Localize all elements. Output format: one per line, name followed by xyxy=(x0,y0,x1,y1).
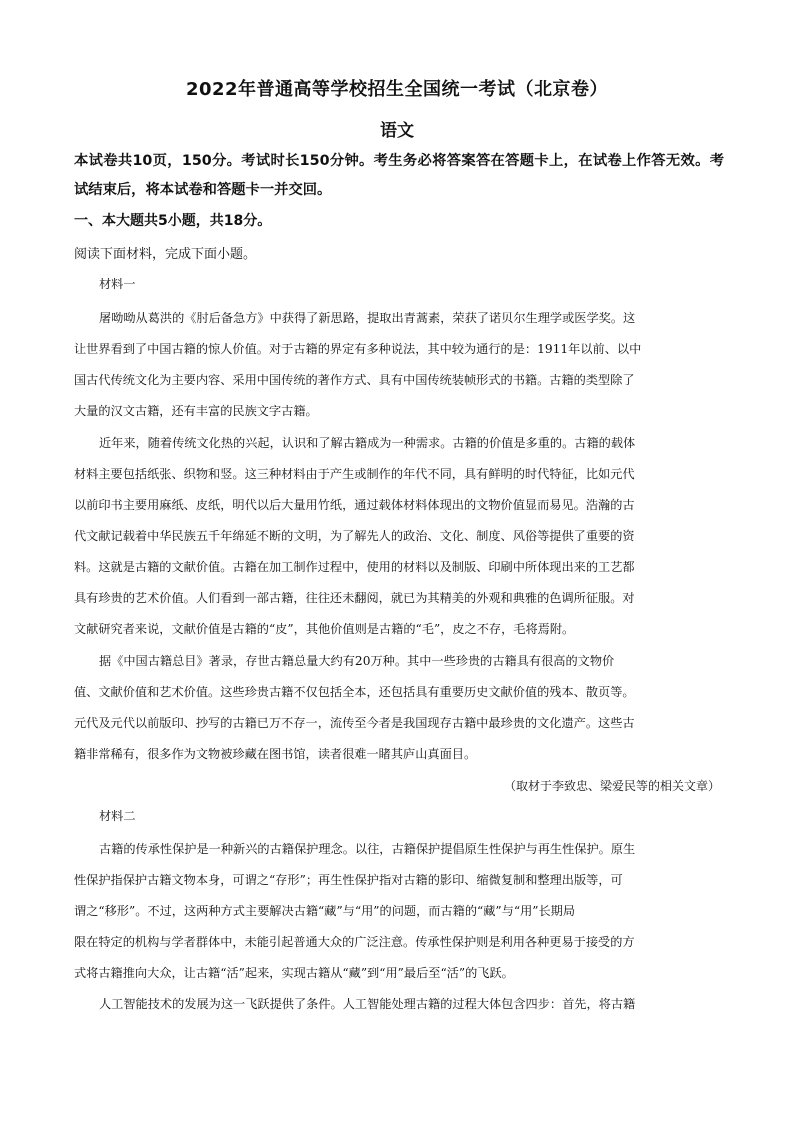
material1-line: 料。这就是古籍的文献价值。古籍在加工制作过程中，使用的材料以及制版、印刷中所体现出来的工艺都 xyxy=(74,560,635,574)
exam-title: 2022年普通高等学校招生全国统一考试（北京卷） xyxy=(185,79,609,100)
material2-heading: 材料二 xyxy=(99,809,136,823)
material1-line: 国古代传统文化为主要内容、采用中国传统的著作方式、具有中国传统装帧形式的书籍。古籍的类型除了 xyxy=(74,373,635,387)
material1-line: 屠呦呦从葛洪的《肘后备急方》中获得了新思路，提取出青蒿素，荣获了诺贝尔生理学或医学奖。这 xyxy=(99,311,636,325)
material2-line: 古籍的传承性保护是一种新兴的古籍保护理念。以往，古籍保护提倡原生性保护与再生性保护。原生 xyxy=(99,842,636,856)
material2-line: 式将古籍推向大众，让古籍“活”起来，实现古籍从“藏”到“用”最后至“活”的飞跃。 xyxy=(74,966,514,980)
material1-source: （取材于李致忠、梁爱民等的相关文章） xyxy=(503,779,720,793)
material1-line: 让世界看到了中国古籍的惊人价值。对于古籍的界定有多种说法，其中较为通行的是：1911年以前、以中 xyxy=(74,342,642,356)
material1-line: 代文献记载着中华民族五千年绵延不断的文明，为了解先人的政治、文化、制度、风俗等提供了重要的资 xyxy=(74,529,635,543)
material2-line: 性保护指保护古籍文物本身，可谓之“存形”；再生性保护指对古籍的影印、缩微复制和整理出版等，可 xyxy=(74,873,623,887)
subject-title: 语文 xyxy=(380,121,414,141)
reading-instruction: 阅读下面材料，完成下面小题。 xyxy=(74,247,257,262)
material1-line: 元代及元代以前版印、抄写的古籍已万不存一，流传至今者是我国现存古籍中最珍贵的文化遗产。这些古 xyxy=(74,716,635,730)
material1-heading: 材料一 xyxy=(99,277,136,291)
material1-line: 值、文献价值和艺术价值。这些珍贵古籍不仅包括全本，还包括具有重要历史文献价值的残本、散页等。 xyxy=(74,685,635,699)
material1-line: 籍非常稀有，很多作为文物被珍藏在图书馆，读者很难一睹其庐山真面目。 xyxy=(74,747,477,761)
material1-line: 据《中国古籍总目》著录，存世古籍总量大约有20万种。其中一些珍贵的古籍具有很高的文物价 xyxy=(99,654,615,668)
exam-notice: 本试卷共10页，150分。考试时长150分钟。考生务必将答案答在答题卡上，在试卷上作答无效。考试结束后，将本试卷和答题卡一并交回。 xyxy=(74,153,724,198)
section-heading: 一、本大题共5小题，共18分。 xyxy=(74,213,272,229)
material1-line: 以前印书主要用麻纸、皮纸，明代以后大量用竹纸，通过载体材料体现出的文物价值显而易见。浩瀚的古 xyxy=(74,498,635,512)
material1-line: 大量的汉文古籍，还有丰富的民族文字古籍。 xyxy=(74,404,318,418)
material1-line: 文献研究者来说，文献价值是古籍的“皮”，其他价值则是古籍的“毛”，皮之不存，毛将焉附。 xyxy=(74,622,575,636)
material2-line: 人工智能技术的发展为这一飞跃提供了条件。人工智能处理古籍的过程大体包含四步：首先，将古籍 xyxy=(99,997,636,1011)
material1-line: 材料主要包括纸张、织物和竖。这三种材料由于产生或制作的年代不同，具有鲜明的时代特征，比如元代 xyxy=(74,467,635,481)
material2-line: 谓之“移形”。不过，这两种方式主要解决古籍“藏”与“用”的问题，而古籍的“藏”与“用”长期局 xyxy=(74,904,576,918)
material2-line: 限在特定的机构与学者群体中，未能引起普通大众的广泛注意。传承性保护则是利用各种更易于接受的方 xyxy=(74,935,635,949)
material1-line: 近年来，随着传统文化热的兴起，认识和了解古籍成为一种需求。古籍的价值是多重的。古籍的载体 xyxy=(99,436,636,450)
material1-line: 具有珍贵的艺术价值。人们看到一部古籍，往往还未翻阅，就已为其精美的外观和典雅的色调所征服。对 xyxy=(74,591,635,605)
